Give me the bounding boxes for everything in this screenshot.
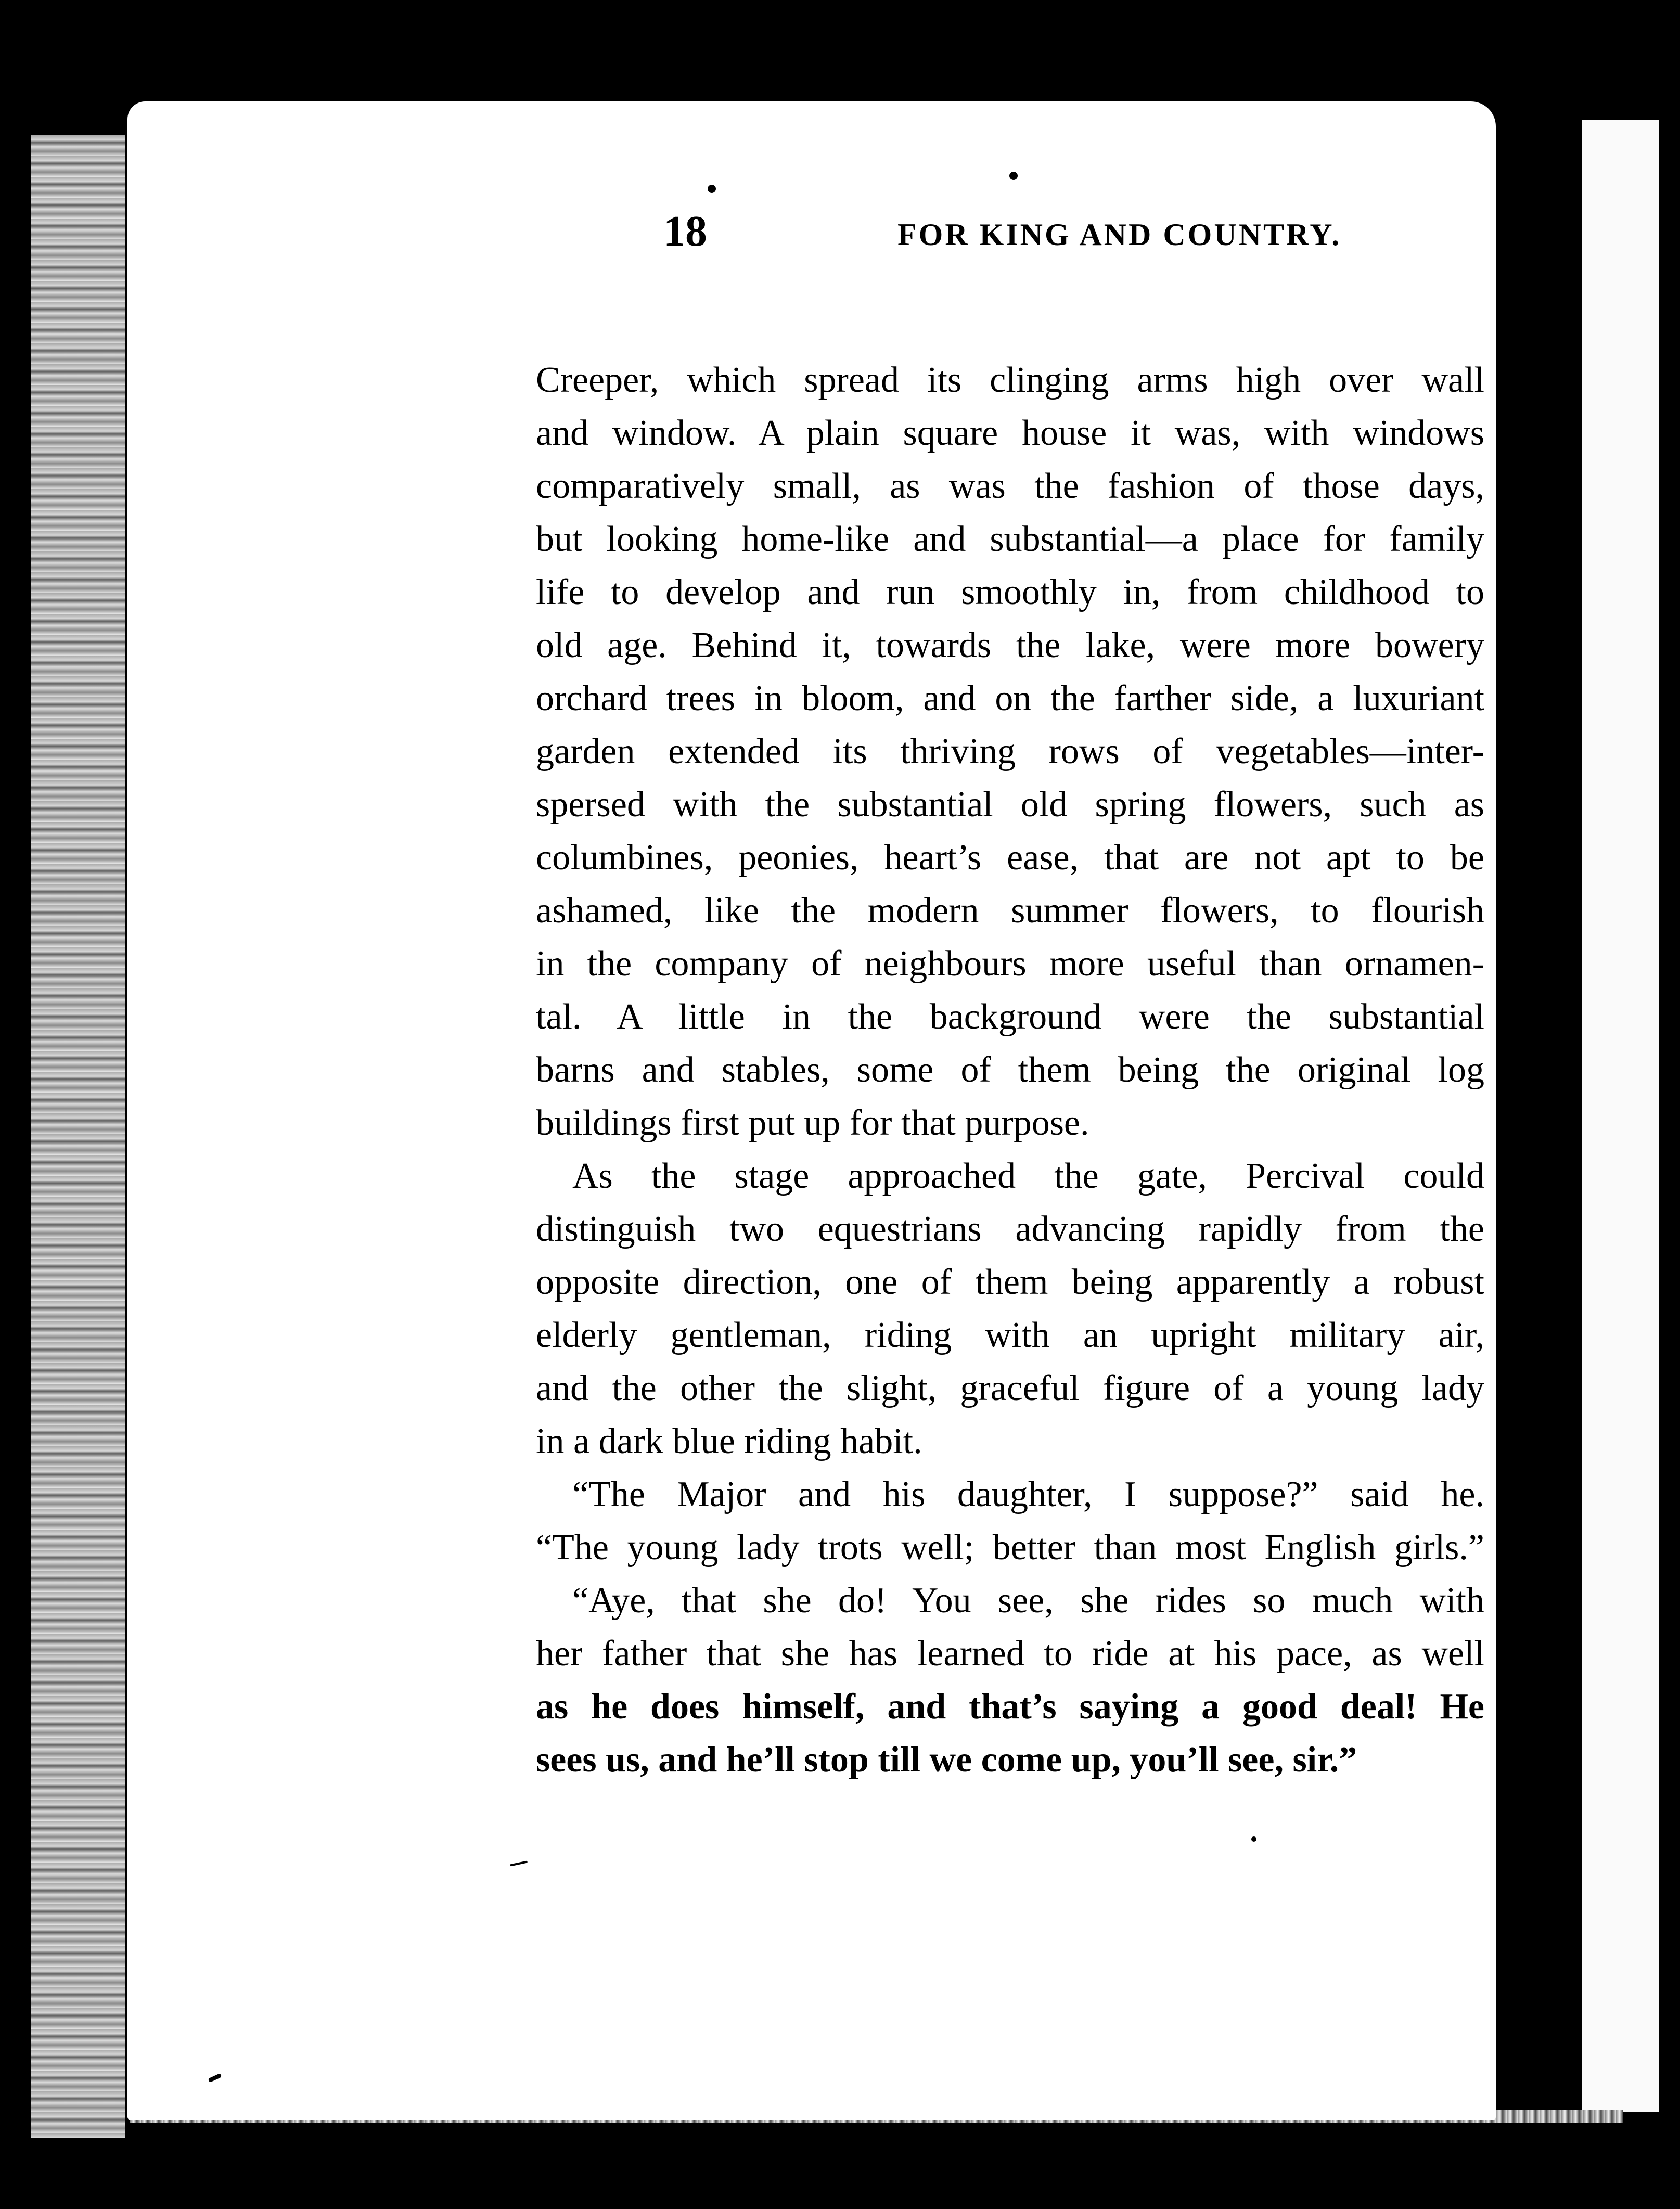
text-line: comparatively small, as was the fashion of those days,	[536, 466, 1484, 506]
text-line: “Aye, that she do! You see, she rides so much with	[572, 1581, 1484, 1621]
speck-mark	[510, 1861, 528, 1867]
body-text	[536, 354, 1484, 1787]
text-line: Creeper, which spread its clinging arms high over wall	[536, 360, 1484, 400]
text-line: spersed with the substantial old spring flowers, such as	[536, 785, 1484, 825]
text-line: distinguish two equestrians advancing rapidly from the	[536, 1209, 1484, 1249]
text-line: tal. A little in the background were the substantial	[536, 997, 1484, 1037]
text-line: sees us, and he’ll stop till we come up, you’ll see, sir.”	[536, 1740, 1357, 1780]
text-line: “The young lady trots well; better than most English girls.”	[536, 1527, 1484, 1568]
page-stack-left-edge	[31, 135, 125, 2138]
text-line: elderly gentleman, riding with an upright military air,	[536, 1315, 1484, 1355]
running-title: FOR KING AND COUNTRY.	[897, 217, 1342, 252]
text-line: but looking home-like and substantial—a place for family	[536, 519, 1484, 559]
page-number: 18	[663, 207, 707, 255]
text-line: in a dark blue riding habit.	[536, 1421, 922, 1461]
text-line: ashamed, like the modern summer flowers, to flourish	[536, 891, 1484, 931]
text-line: as he does himself, and that’s saying a good deal! He	[536, 1687, 1484, 1727]
speck-mark	[1251, 1836, 1256, 1842]
facing-page-edge	[1582, 120, 1659, 2112]
text-line: and the other the slight, graceful figure of a young lady	[536, 1368, 1484, 1408]
speck-mark	[708, 185, 716, 193]
text-line: old age. Behind it, towards the lake, were more bowery	[536, 625, 1484, 665]
text-line: life to develop and run smoothly in, from childhood to	[536, 572, 1484, 612]
speck-mark	[208, 2073, 222, 2083]
text-line: her father that she has learned to ride at his pace, as well	[536, 1634, 1484, 1674]
text-line: in the company of neighbours more useful than ornamen-	[536, 944, 1484, 984]
text-line: garden extended its thriving rows of vegetables—inter-	[536, 731, 1484, 772]
text-line: “The Major and his daughter, I suppose?” said he.	[572, 1474, 1484, 1514]
text-line: and window. A plain square house it was, with windows	[536, 413, 1484, 453]
text-line: opposite direction, one of them being apparently a robust	[536, 1262, 1484, 1302]
text-line: As the stage approached the gate, Percival could	[572, 1156, 1484, 1196]
speck-mark	[1009, 172, 1018, 180]
running-head	[663, 207, 1662, 272]
text-line: barns and stables, some of them being the original log	[536, 1050, 1484, 1090]
text-line: columbines, peonies, heart’s ease, that are not apt to be	[536, 838, 1484, 878]
text-line: buildings first put up for that purpose.	[536, 1103, 1089, 1143]
text-line: orchard trees in bloom, and on the farther side, a luxuriant	[536, 678, 1484, 718]
